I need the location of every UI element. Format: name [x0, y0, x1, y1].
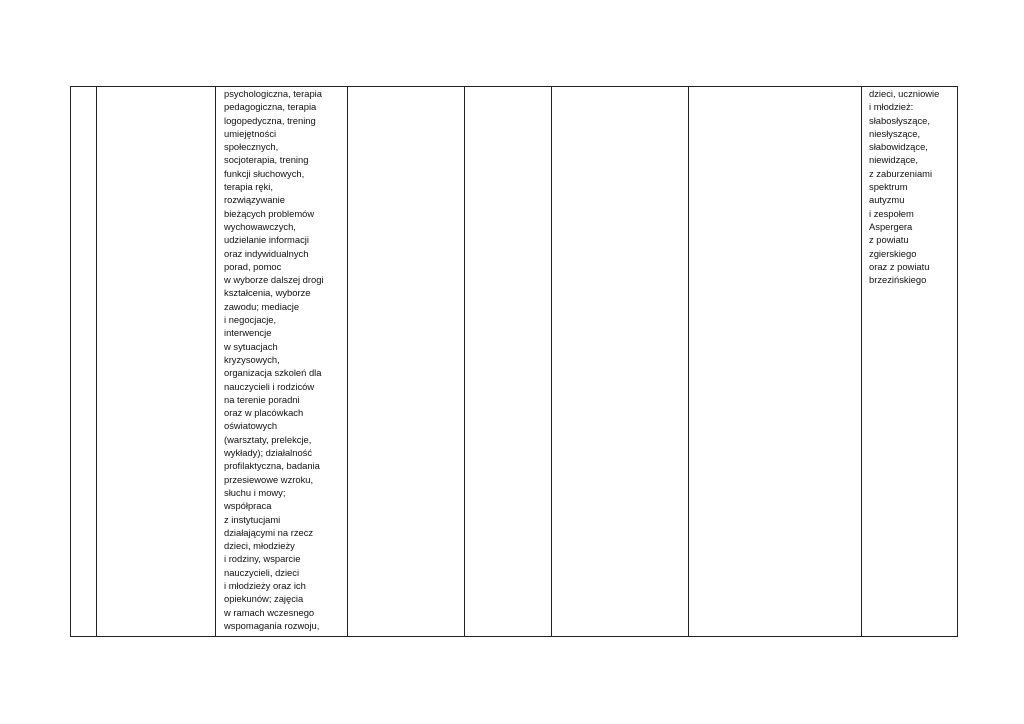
- target-group-line: Aspergera: [869, 220, 913, 232]
- column-border: [70, 86, 71, 637]
- services-description-line: w ramach wczesnego: [224, 606, 315, 618]
- services-description-line: zawodu; mediacje: [224, 300, 300, 312]
- target-group-line: zgierskiego: [869, 247, 917, 259]
- services-description-line: kształcenia, wyborze: [224, 287, 311, 299]
- services-description-line: współpraca: [224, 500, 272, 512]
- services-description-line: w wyborze dalszej drogi: [224, 274, 324, 286]
- services-description-line: umiejętności: [224, 127, 277, 139]
- services-description-line: funkcji słuchowych,: [224, 167, 305, 179]
- target-group-line: słabosłyszące,: [869, 114, 930, 126]
- target-group-line: słabowidzące,: [869, 141, 928, 153]
- column-border: [688, 86, 689, 637]
- column-border: [464, 86, 465, 637]
- services-description-line: profilaktyczna, badania: [224, 460, 320, 472]
- services-description-line: logopedyczna, trening: [224, 114, 316, 126]
- services-description-line: pedagogiczna, terapia: [224, 101, 317, 113]
- target-group-line: i młodzież:: [869, 101, 914, 113]
- services-description-line: interwencje: [224, 327, 272, 339]
- target-group-line: dzieci, uczniowie: [869, 88, 940, 99]
- column-border: [215, 86, 216, 637]
- services-description-line: i młodzieży oraz ich: [224, 579, 306, 591]
- column-border: [551, 86, 552, 637]
- services-description-line: przesiewowe wzroku,: [224, 473, 314, 485]
- services-description-line: rozwiązywanie: [224, 194, 285, 206]
- services-description-line: z instytucjami: [224, 513, 281, 525]
- table-top-border: [70, 86, 958, 87]
- column-border: [96, 86, 97, 637]
- services-description-line: dzieci, młodzieży: [224, 540, 295, 552]
- services-description-line: i rodziny, wsparcie: [224, 553, 301, 565]
- document-table: [70, 86, 958, 637]
- target-group-cell: [869, 87, 939, 286]
- target-group-line: niewidzące,: [869, 154, 918, 166]
- services-description-line: kryzysowych,: [224, 353, 280, 365]
- table-bottom-border: [70, 636, 958, 637]
- target-group-line: autyzmu: [869, 194, 905, 206]
- services-description-line: udzielanie informacji: [224, 234, 309, 246]
- target-group-line: spektrum: [869, 181, 908, 193]
- services-description-line: w sytuacjach: [224, 340, 278, 352]
- services-description-line: oświatowych: [224, 420, 278, 432]
- column-border: [861, 86, 862, 637]
- services-description-line: bieżących problemów: [224, 207, 315, 219]
- services-description-line: oraz indywidualnych: [224, 247, 309, 259]
- services-description-line: opiekunów; zajęcia: [224, 593, 304, 605]
- target-group-line: brzezińskiego: [869, 274, 927, 286]
- services-description-line: organizacja szkoleń dla: [224, 367, 322, 379]
- services-description-line: i negocjacje,: [224, 314, 277, 326]
- services-description-line: terapia ręki,: [224, 181, 273, 193]
- services-description-line: wychowawczych,: [224, 220, 296, 232]
- target-group-line: z powiatu: [869, 234, 909, 246]
- target-group-line: oraz z powiatu: [869, 260, 930, 272]
- target-group-line: niesłyszące,: [869, 127, 921, 139]
- services-description-line: społecznych,: [224, 141, 279, 153]
- services-description-cell: [224, 87, 324, 632]
- services-description-line: nauczycieli, dzieci: [224, 566, 300, 578]
- services-description-line: porad, pomoc: [224, 260, 282, 272]
- services-description-line: wykłady); działalność: [224, 447, 313, 459]
- services-description-line: wspomagania rozwoju,: [224, 619, 320, 631]
- services-description-line: słuchu i mowy;: [224, 486, 286, 498]
- services-description-line: (warsztaty, prelekcje,: [224, 433, 312, 445]
- column-border: [347, 86, 348, 637]
- target-group-line: i zespołem: [869, 207, 914, 219]
- target-group-line: z zaburzeniami: [869, 167, 933, 179]
- services-description-line: na terenie poradni: [224, 393, 300, 405]
- services-description-line: nauczycieli i rodziców: [224, 380, 315, 392]
- services-description-line: socjoterapia, trening: [224, 154, 309, 166]
- services-description-line: oraz w placówkach: [224, 407, 304, 419]
- services-description-line: psychologiczna, terapia: [224, 88, 322, 99]
- column-border: [957, 86, 958, 637]
- services-description-line: działającymi na rzecz: [224, 526, 314, 538]
